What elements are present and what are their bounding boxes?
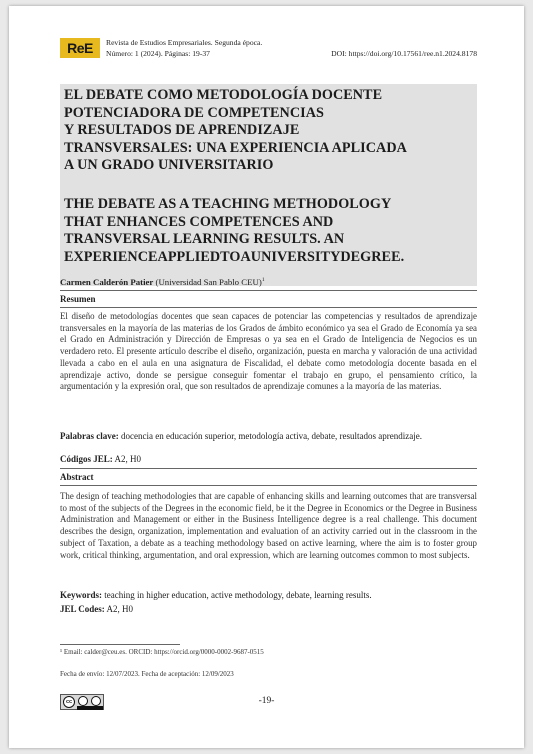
author-affiliation: (Universidad San Pablo CEU) <box>153 277 262 287</box>
resumen-keywords <box>60 431 477 443</box>
footnote: ¹ Email: calder@ceu.es. ORCID: https://orcid.org/0000-0002-9687-0515 <box>60 648 264 656</box>
divider <box>60 307 477 308</box>
divider <box>60 485 477 486</box>
abstract-keywords <box>60 590 477 602</box>
author-footnote-mark: 1 <box>261 277 265 284</box>
cc-icon: cc <box>63 696 75 708</box>
jel-label: JEL Codes: <box>60 604 105 614</box>
abstract-heading: Abstract <box>60 472 94 482</box>
keywords-label: Keywords: <box>60 590 102 600</box>
submission-dates: Fecha de envío: 12/07/2023. Fecha de aceptación: 12/09/2023 <box>60 670 234 678</box>
issue-info: Número: 1 (2024). Páginas: 19-37 <box>106 49 210 58</box>
divider <box>60 290 477 291</box>
keywords-value: docencia en educación superior, metodología activa, debate, resultados aprendizaje. <box>118 431 423 441</box>
resumen-text: El diseño de metodologías docentes que sean capaces de potenciar las competencias y resultados de aprendizaje transversales en la mayoría de las materias de los Grados de ámbito económico ya sea el Grado de Economía ya sea el Grado en Administración y Dirección de Empresas o ya sea en el Grado de Inteligencia de Negocios es un verdadero reto. El presente artículo describe el diseño, organización, puesta en marcha y valoración de una actividad llevada a cabo en el aula en una asignatura de Fiscalidad, el debate como metodología docente basada en el aprendizaje activo, donde se persigue conseguir fomentar el trabajo en grupo, el pensamiento crítico, la argumentación y la expresión oral, que son resultados de aprendizaje comunes a la mayoría de las materias. <box>60 311 477 392</box>
author-line <box>60 277 265 287</box>
keywords-value: teaching in higher education, active methodology, debate, learning results. <box>102 590 372 600</box>
doi-link[interactable]: DOI: https://doi.org/10.17561/ree.n1.2024.8178 <box>331 49 477 58</box>
page <box>9 6 524 748</box>
keywords-label: Palabras clave: <box>60 431 119 441</box>
journal-header <box>60 38 477 62</box>
jel-value: A2, H0 <box>112 454 142 464</box>
journal-logo: ReE <box>60 38 100 58</box>
abstract-text: The design of teaching methodologies that are capable of enhancing skills and learning outcomes that are transversal to most of the subjects of the Degrees in the economic field, be it the Degree in Economics or the Degree in Business Administration and Management or either in the Business Intelligence degree is a real challenge. This document describes the design, organization, implementation and evaluation of an activity carried out in the classroom in the subject of Taxation, a debate as a teaching methodology based on active learning, where the aim is to foster group work, critical thinking, argumentation, and oral expression, which are learning outcomes common to most subjects. <box>60 491 477 560</box>
by-bar <box>77 706 103 710</box>
abstract-jel <box>60 604 477 616</box>
journal-name: Revista de Estudios Empresariales. Segunda época. <box>106 38 263 47</box>
author-name: Carmen Calderón Patier <box>60 277 154 287</box>
jel-label: Códigos JEL: <box>60 454 113 464</box>
jel-value: A2, H0 <box>104 604 134 614</box>
title-spanish: EL DEBATE COMO METODOLOGÍA DOCENTE POTENCIADORA DE COMPETENCIAS Y RESULTADOS DE APRENDIZAJE TRANSVERSALES: UNA EXPERIENCIA APLICADA A UN GRADO UNIVERSITARIO <box>64 87 407 174</box>
divider <box>60 468 477 469</box>
title-box <box>60 84 477 286</box>
resumen-jel <box>60 454 477 466</box>
footnote-divider <box>60 644 180 645</box>
resumen-heading: Resumen <box>60 294 96 304</box>
title-english: THE DEBATE AS A TEACHING METHODOLOGY THAT ENHANCES COMPETENCES AND TRANSVERSAL LEARNING RESULTS. AN EXPERIENCEAPPLIEDTOAUNIVERSITYDEGREE. <box>64 196 405 265</box>
page-number: -19- <box>258 696 275 706</box>
